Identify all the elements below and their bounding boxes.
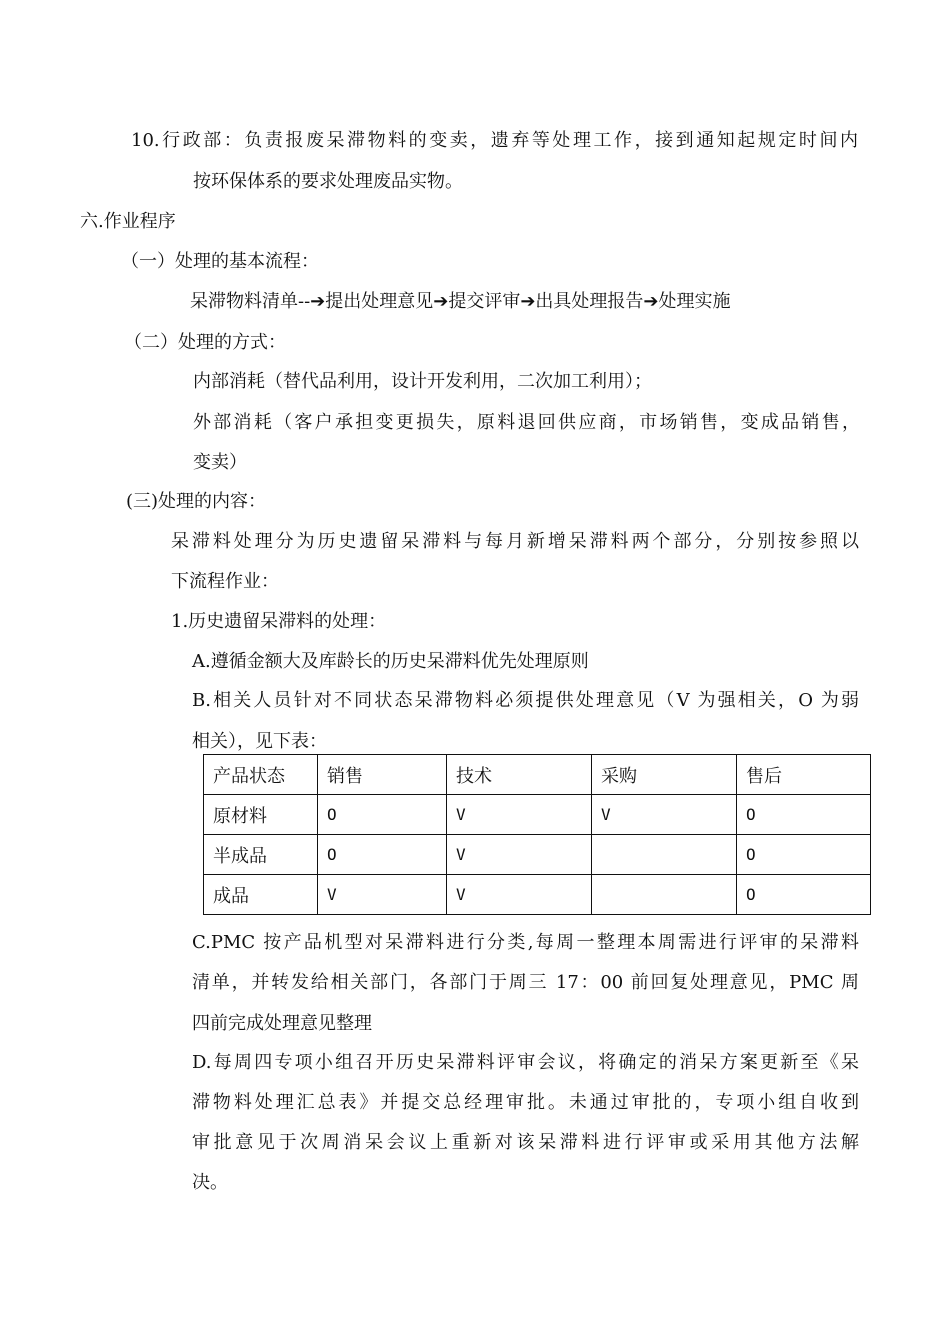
table-cell: O <box>737 795 871 835</box>
table-cell: O <box>318 835 447 875</box>
table-row <box>204 835 871 875</box>
table-row <box>204 795 871 835</box>
table-header-cell: 销售 <box>318 755 447 795</box>
point-d-line-4: 决。 <box>192 1172 228 1193</box>
point-b-line-1: B.相关人员针对不同状态呆滞物料必须提供处理意见（V 为强相关，O 为弱 <box>192 690 859 711</box>
point-c-line-1: C.PMC 按产品机型对呆滞料进行分类,每周一整理本周需进行评审的呆滞料 <box>192 932 859 953</box>
point-d-line-1: D.每周四专项小组召开历史呆滞料评审会议，将确定的消呆方案更新至《呆 <box>192 1052 859 1073</box>
table-cell <box>592 875 737 915</box>
subsection-3-heading: (三)处理的内容： <box>126 491 267 512</box>
table-cell: V <box>447 835 592 875</box>
table-cell: O <box>737 835 871 875</box>
item-10-line-2: 按环保体系的要求处理废品实物。 <box>193 171 463 192</box>
table-row <box>204 875 871 915</box>
external-consumption-line-1: 外部消耗（客户承担变更损失，原料退回供应商，市场销售，变成品销售， <box>193 412 860 433</box>
table-header-cell: 采购 <box>592 755 737 795</box>
subsection-3-intro-line-2: 下流程作业： <box>171 571 279 592</box>
external-consumption-line-2: 变卖） <box>193 452 247 473</box>
table-header-row <box>204 755 871 795</box>
point-a: A.遵循金额大及库龄长的历史呆滞料优先处理原则 <box>192 651 589 672</box>
subsection-1-heading: （一）处理的基本流程： <box>121 251 319 272</box>
table-header-cell: 技术 <box>447 755 592 795</box>
point-c-line-2: 清单，并转发给相关部门，各部门于周三 17：00 前回复处理意见，PMC 周 <box>192 972 859 993</box>
table-row-label: 半成品 <box>204 835 318 875</box>
point-c-line-3: 四前完成处理意见整理 <box>192 1013 372 1034</box>
item-10-line-1: 10.行政部：负责报废呆滞物料的变卖，遗弃等处理工作，接到通知起规定时间内 <box>131 130 858 151</box>
subsection-3-intro-line-1: 呆滞料处理分为历史遗留呆滞料与每月新增呆滞料两个部分，分别按参照以 <box>171 531 859 552</box>
point-d-line-3: 审批意见于次周消呆会议上重新对该呆滞料进行评审或采用其他方法解 <box>192 1132 859 1153</box>
subsection-2-heading: （二）处理的方式： <box>124 332 286 353</box>
responsibility-table <box>203 754 871 915</box>
table-cell: O <box>737 875 871 915</box>
table-cell: O <box>318 795 447 835</box>
point-d-line-2: 滞物料处理汇总表》并提交总经理审批。未通过审批的，专项小组自收到 <box>192 1092 859 1113</box>
item-1-heading: 1.历史遗留呆滞料的处理： <box>171 611 387 632</box>
table-cell: V <box>318 875 447 915</box>
internal-consumption: 内部消耗（替代品利用，设计开发利用，二次加工利用）； <box>193 371 652 392</box>
table-row-label: 成品 <box>204 875 318 915</box>
table-cell: V <box>447 795 592 835</box>
table-cell: V <box>592 795 737 835</box>
table-row-label: 原材料 <box>204 795 318 835</box>
section-6-heading: 六.作业程序 <box>80 211 176 232</box>
table-header-cell: 售后 <box>737 755 871 795</box>
point-b-line-2: 相关），见下表： <box>192 731 327 752</box>
table-header-cell: 产品状态 <box>204 755 318 795</box>
table-cell: V <box>447 875 592 915</box>
process-flow: 呆滞物料清单--➔提出处理意见➔提交评审➔出具处理报告➔处理实施 <box>190 291 731 312</box>
table-cell <box>592 835 737 875</box>
